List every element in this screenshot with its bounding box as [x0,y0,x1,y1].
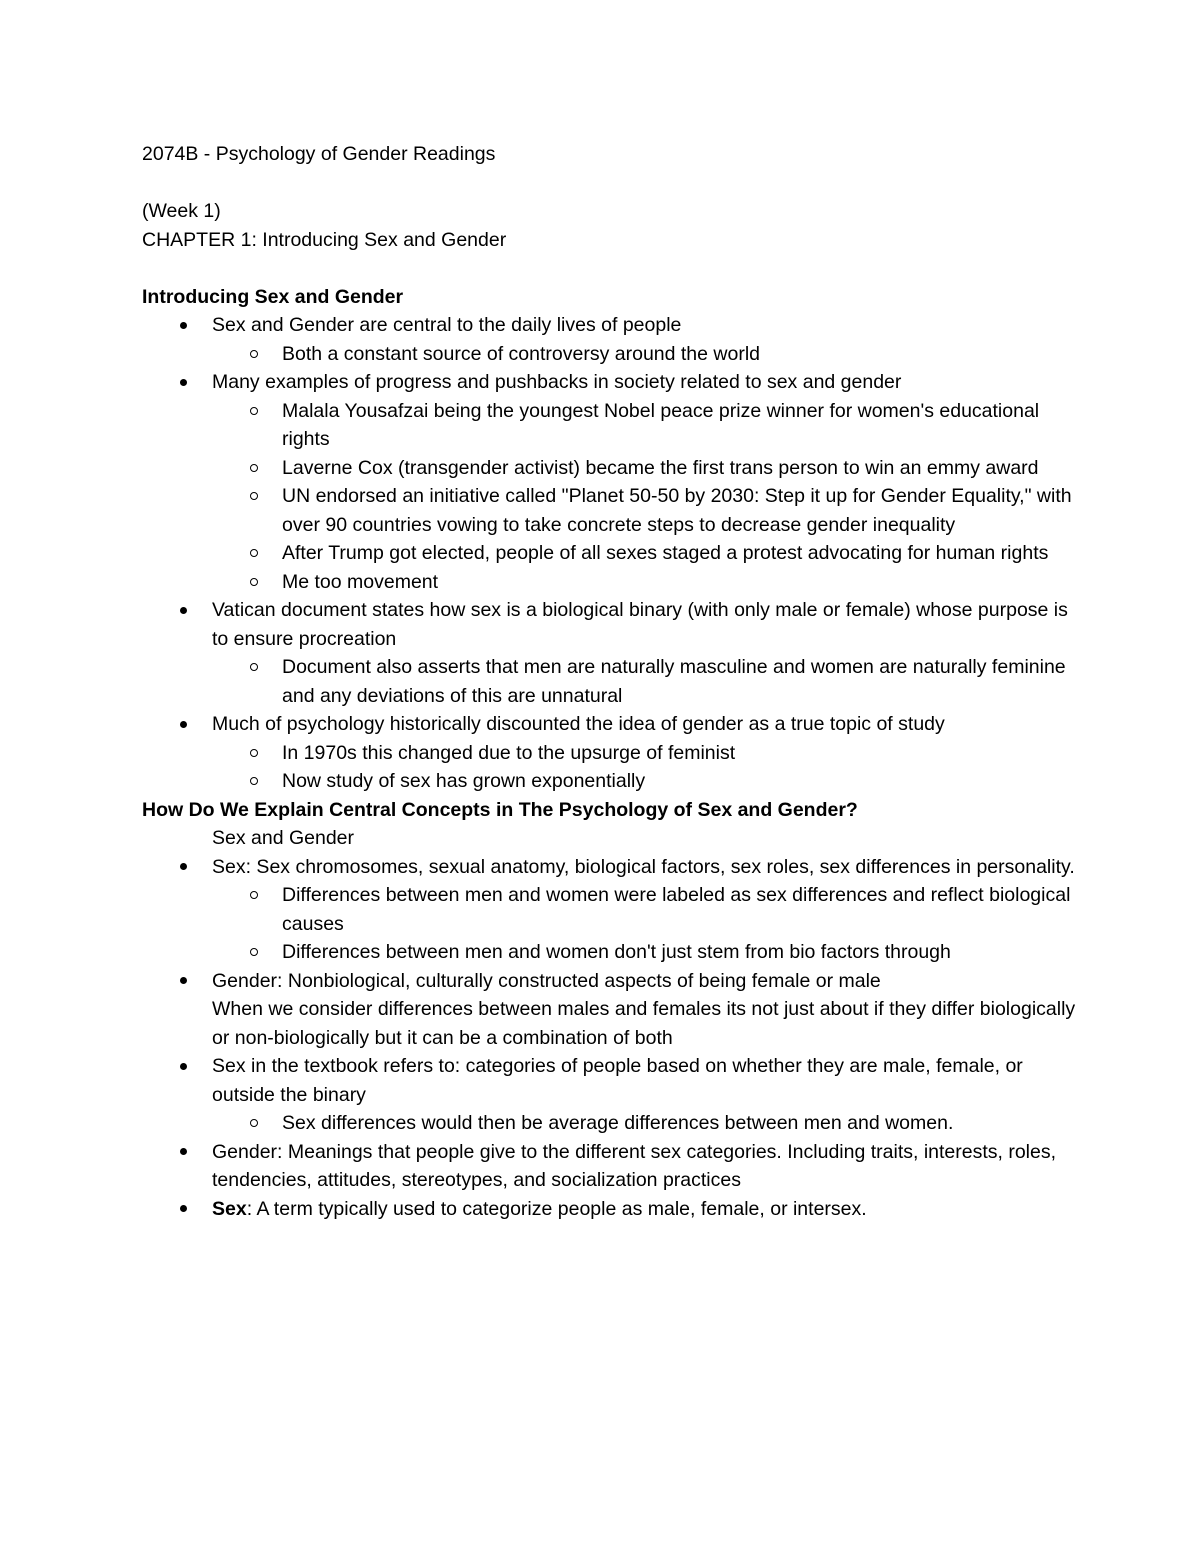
bullet-list-section-2 [142,853,1082,1224]
bullet-disc-icon [180,863,187,870]
bullet-circle-icon [250,891,258,899]
section-heading-central-concepts: How Do We Explain Central Concepts in The Psychology of Sex and Gender? [142,798,858,821]
list-item [142,1109,1082,1138]
list-item-text: Sex in the textbook refers to: categories of people based on whether they are male, female, or outside the binary [212,1055,1023,1106]
list-item [142,938,1082,967]
blank-line [142,254,1082,283]
list-item-text: Sex and Gender are central to the daily lives of people [212,314,682,336]
bullet-disc-icon [180,607,187,614]
list-item [142,539,1082,568]
bullet-circle-icon [250,948,258,956]
list-item-text: Document also asserts that men are naturally masculine and women are naturally feminine and any deviations of this are unnatural [282,656,1066,707]
bullet-circle-icon [250,350,258,358]
list-item-text: Me too movement [282,570,439,593]
list-item [142,653,1082,710]
list-item-text: Laverne Cox (transgender activist) became the first trans person to win an emmy award [282,456,1039,479]
list-item [142,967,1082,1053]
list-item [142,881,1082,938]
list-item-text: Differences between men and women were labeled as sex differences and reflect biological causes [282,884,1071,935]
list-item-text: Differences between men and women don't just stem from bio factors through [282,941,951,963]
bullet-circle-icon [250,549,258,557]
list-item-text: Gender: Meanings that people give to the different sex categories. Including traits, interests, roles, tendencies, attitudes, stereotypes, and socialization practices [212,1140,1057,1191]
list-item-text: After Trump got elected, people of all sexes staged a protest advocating for human rights [282,542,1049,564]
list-item-text: Now study of sex has grown exponentially [282,770,646,792]
list-item-text: Vatican document states how sex is a biological binary (with only male or female) whose purpose is to ensure procreation [212,599,1068,650]
list-item [142,1138,1082,1195]
list-item-text: Sex differences would then be average differences between men and women. [282,1112,954,1134]
bullet-circle-icon [250,464,258,472]
list-item [142,710,1082,739]
bullet-disc-icon [180,721,187,728]
bullet-disc-icon [180,1148,187,1155]
list-item [142,1195,1082,1224]
bullet-disc-icon [180,1063,187,1070]
bullet-disc-icon [180,379,187,386]
list-item [142,397,1082,454]
bullet-circle-icon [250,407,258,415]
list-item-note: When we consider differences between males and females its not just about if they differ biologically or non-biologically but it can be a combination of both [212,998,1076,1049]
list-item-text: Malala Yousafzai being the youngest Nobel peace prize winner for women's educational rights [282,399,1040,450]
list-item [142,482,1082,539]
bullet-disc-icon [180,1205,187,1212]
term-definition: : A term typically used to categorize people as male, female, or intersex. [246,1197,867,1220]
list-item-text: In 1970s this changed due to the upsurge of feminist [282,741,736,764]
week-label: (Week 1) [142,200,221,222]
list-item [142,596,1082,653]
bullet-circle-icon [250,777,258,785]
list-item [142,1052,1082,1109]
list-item-text: Many examples of progress and pushbacks in society related to sex and gender [212,371,902,393]
list-item [142,853,1082,882]
list-item-text: Both a constant source of controversy around the world [282,342,761,365]
list-item-text: Sex: Sex chromosomes, sexual anatomy, biological factors, sex roles, sex differences in personality. [212,855,1075,878]
list-item [142,368,1082,397]
list-item-text: UN endorsed an initiative called "Planet 50-50 by 2030: Step it up for Gender Equality," with over 90 countries vowing to take concrete steps to decrease gender inequality [282,485,1072,536]
blank-line [142,169,1082,198]
list-item [142,340,1082,369]
document-title: 2074B - Psychology of Gender Readings [142,143,496,165]
bullet-disc-icon [180,322,187,329]
list-item [142,311,1082,340]
list-item [142,739,1082,768]
list-item-text: Much of psychology historically discounted the idea of gender as a true topic of study [212,713,945,735]
bullet-disc-icon [180,977,187,984]
bullet-circle-icon [250,749,258,757]
bullet-circle-icon [250,492,258,500]
bullet-circle-icon [250,578,258,586]
list-item-text: Gender: Nonbiological, culturally constructed aspects of being female or male [212,969,881,992]
subheading-sex-and-gender: Sex and Gender [212,827,355,849]
chapter-title: CHAPTER 1: Introducing Sex and Gender [142,228,507,251]
bullet-circle-icon [250,663,258,671]
term-sex: Sex [212,1197,247,1220]
bullet-circle-icon [250,1119,258,1127]
list-item [142,568,1082,597]
document-body [142,140,1082,1223]
bullet-list-section-1 [142,311,1082,796]
list-item [142,454,1082,483]
section-heading-introducing: Introducing Sex and Gender [142,285,404,308]
list-item [142,767,1082,796]
